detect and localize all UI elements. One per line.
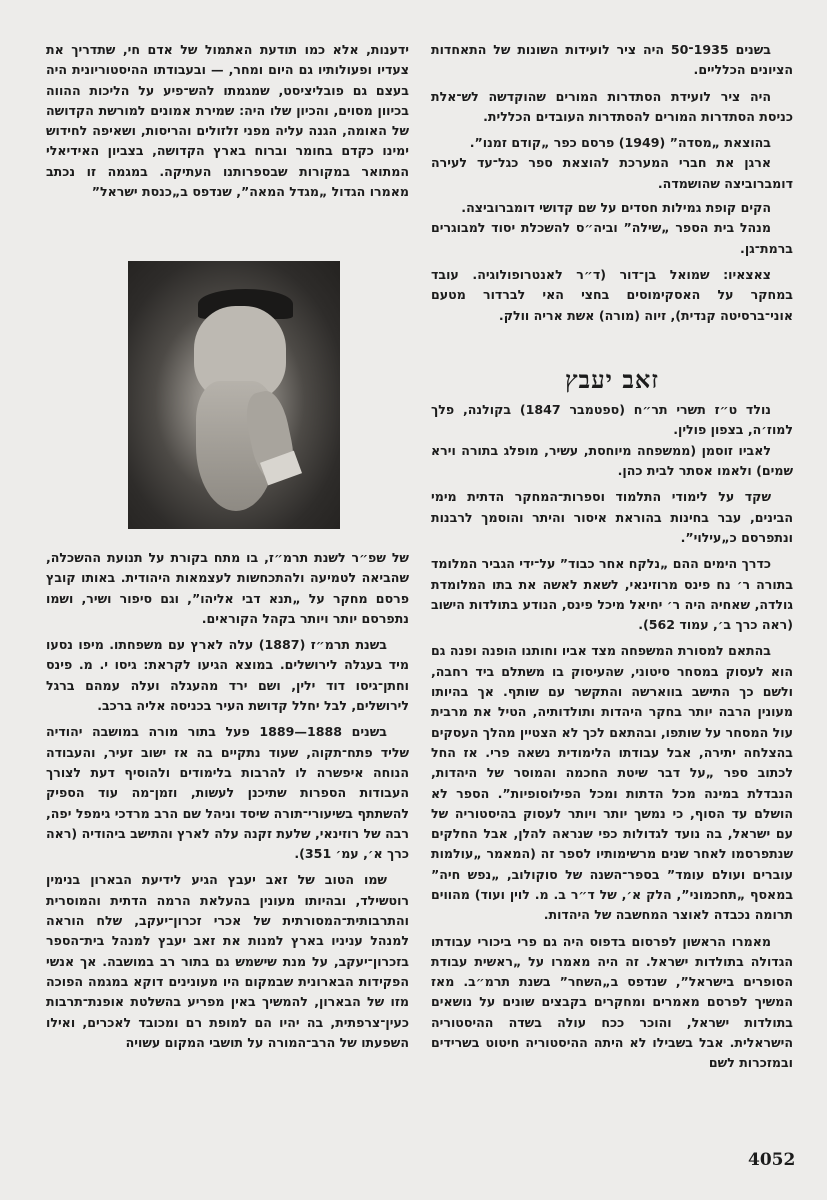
paragraph: בהוצאת „מסדה” (1949) פרסם כפר „קודם זמנו”. <box>469 135 771 151</box>
descendants-paragraph: צאצאיו: שמואל בן־דור (ד״ר לאנטרופולוגיה. עובד במחקר על האסקימוסים בחצי האי לברדור מטעם אוני־ברסיטה קנדית), זיוה (מורה) אשת אריה וולק. <box>431 266 793 323</box>
paragraph: ארגן את חברי המערכת להוצאת ספר כגל־עד לעירה דומברוביצה שהושמדה. <box>431 155 793 191</box>
left-column-lower <box>46 548 409 1059</box>
paragraph: ידענות, אלא כמו תודעת האתמול של אדם חי, שתדריך את צעדיו ופעולותיו גם היום ומחר, — ובעבודתו ההיסטוריונית היה בעצם גם פובליציסט, שמגמתו להש־פיע על הליכות ההווה בכיוון מסוים, והכיון שלו היה: שמירת אמונים למורשת הקדושה של האומה, הגנה עליה מפני זלזולים והריסות, ושאיפה לחידוש ימינו כקדם בחומר וברוח בארץ הקדושה, בצביון האידיאלי המתואר במקורות שבספרותנו העתיקה. במגמה זו נכתב מאמרו הגדול „מגדל המאה”, שנדפס ב„כנסת ישראל” <box>46 42 409 200</box>
paragraph: מנהל בית הספר „שילה” וביה״ס להשכלת יסוד למבוגרים ברמת־גן. <box>431 220 793 256</box>
paragraph: מאמרו הראשון לפרסום בדפוס היה גם פרי ביכורי עבודתו הגדולה בתולדות ישראל. זה היה מאמרו על „ראשית עבודת הסופרים בישראל”, שנדפס ב„השחר” בשנת תרמ״ב. מאז המשיך לפרסם מאמרים ומחקרים בקבצים שונים על נושאים בתולדות ישראל, והוכר ככח עולה בשדה ההיסטוריה הישראלית. אבל בשבילו לא היתה ההיסטוריה חיטוט בשרידים ובמזכרות לשם <box>431 933 793 1071</box>
paragraph: הקים קופת גמילות חסדים על שם קדושי דומברוביצה. <box>461 200 771 216</box>
left-column <box>46 40 409 208</box>
paragraph: בשנת תרמ״ז (1887) עלה לארץ עם משפחתו. מיפו נסעו מיד בעגלה לירושלים. במוצא הגיעו לקראת: גיסו י. מ. פינס וחתן־גיסו דוד ילין, ושם ירד מהעגלה ועלה עמהם ברגל לירושלים, לבל יחלל קדושת העיר בכניסה אליה ברכב. <box>46 637 409 714</box>
paragraph: כדרך הימים ההם „נלקח אחר כבוד” על־ידי הגביר המלומד בתורה ר׳ נח פינס מרוזינאי, לשאת לאשה את בתו המלומדת גולדה, שאחיה היה ר׳ יחיאל מיכל פינס, הנודע בתולדות הישוב (ראה כרך ב׳, עמוד 562). <box>431 556 793 633</box>
paragraph: היה ציר לועידת הסתדרות המורים שהוקדשה לש־אלת כניסת הסתדרות המורים להסתדרות העובדים הכללית. <box>431 88 793 124</box>
paragraph: בהתאם למסורת המשפחה מצד אביו וחותנו הופנה ופנה גם הוא לעסוק במסחר סיטוני, שהעיסוק בו משתלם ביד רחבה, ולשם כך התישב בווארשה והתקשר עם שותף. אך בהיותו מעונין הרבה יותר בחקר היהדות ותולדותיה, הטיל את מרבית עול המסחר על שותפו, ובהתאם לכך לא הצטיין מהלך העסקים בהצלחה יתירה, אבל עבודתו הלימודית נשאה פרי. אז החל לכתוב ספר „על דבר שיטת החכמה והמוסר של היהדות, הנבדלת במינה מכל הדתות ומכל הפילוסופיות”. הספר לא הושלם עד הסוף, כי נמשך יותר ויותר לעסוק בהיסטוריה של עם ישראל, בה נועד לגדולות כפי שנראה להלן, אבל החלקים שנתפרסמו לאחר שנים מרשימותיו לספר זה (המאמר „עולמות עוברים ועולם עומד” בספר־השנה של סוקולוב, „נפש חיה” במאסף „תחכמוני”, הלק א׳, של ד״ר ב. מ. לוין ועוד) מהווים תרומה נכבדה לאוצר המחשבה של היהדות. <box>431 643 793 923</box>
paragraph: שמו הטוב של זאב יעבץ הגיע לידיעת הבארון בנימין רוטשילד, ובהיותו מעונין בהעלאת הרמה הדתית והמוסרית והתרבותית־המסורתית של אכרי זכרון־יעקב, שלח הוראה למנהל עניניו בארץ למנות את זאב יעבץ למנהל בית־הספר בזכרון־יעקב, על מנת שישמש גם בתור רב במושבה. אך אנשי הפקידות הבארונית שבמקום היו מעונינים דוקא במגמה הפוכה מזו של הבארון, להמשיך באין מפריע בהשלטת אופנת־תרבות כעין־צרפתית, בה יהיו הם למופת רם ומכובד לאכרים, ואילו השפעתו של הרב־המורה על תושבי המקום עשויה <box>46 872 409 1050</box>
paragraph: לאביו זוסמן (ממשפחה מיוחסת, עשיר, מופלג בתורה וירא שמים) ולאמו אסתר לבית כהן. <box>431 442 793 479</box>
page-number: 4052 <box>748 1150 796 1170</box>
right-column <box>431 40 793 1080</box>
paragraph: נולד ט״ז תשרי תר״ח (ספטמבר 1847) בקולנה, פלך למוז׳ה, בצפון פולין. <box>431 402 793 438</box>
paragraph: בשנים 1888—1889 פעל בתור מורה במושבה יהודיה שליד פתח־תקוה, שעוד נתקיים בה אז ישוב זעיר, והעבודה הנוחה איפשרה לו להרבות בלימודים ולהוסיף דעת לצורך העבודות הספרות שתיכנן לעשות, וזמן־מה עוד הספיק להשתתף בשיעורי־תורה שיסד וניהל שם הרב מרדכי גימפל יפה, רבה של רוזינאי, שלעת זקנה עלה לארץ והתישב ביהודיה (ראה כרך א׳, עמ׳ 351). <box>46 724 409 862</box>
paragraph: של שפ״ר לשנת תרמ״ז, בו מתח בקורת על תנועת ההשכלה, שהביאה לטמיעה ולהתכחשות לעצמאות היהודית. באותו קובץ פרסם מחקר על „תנא דבי אליהו”, וגם סיפור ושיר, ושמו נתפרסם יותר ויותר בקהל הקוראים. <box>46 550 409 626</box>
paragraph: שקד על לימודי התלמוד וספרות־המחקר הדתית מימי הבינים, עבר בחינות בהוראת איסור והיתר והוסמך לרבנות ונתפרסם כ„עילוי”. <box>431 489 793 545</box>
portrait-photo <box>128 261 340 529</box>
section-heading: זאב יעבץ <box>565 364 659 394</box>
paragraph: בשנים 1935־50 היה ציר לועידות השונות של התאחדות הציונים הכלליים. <box>431 42 793 78</box>
